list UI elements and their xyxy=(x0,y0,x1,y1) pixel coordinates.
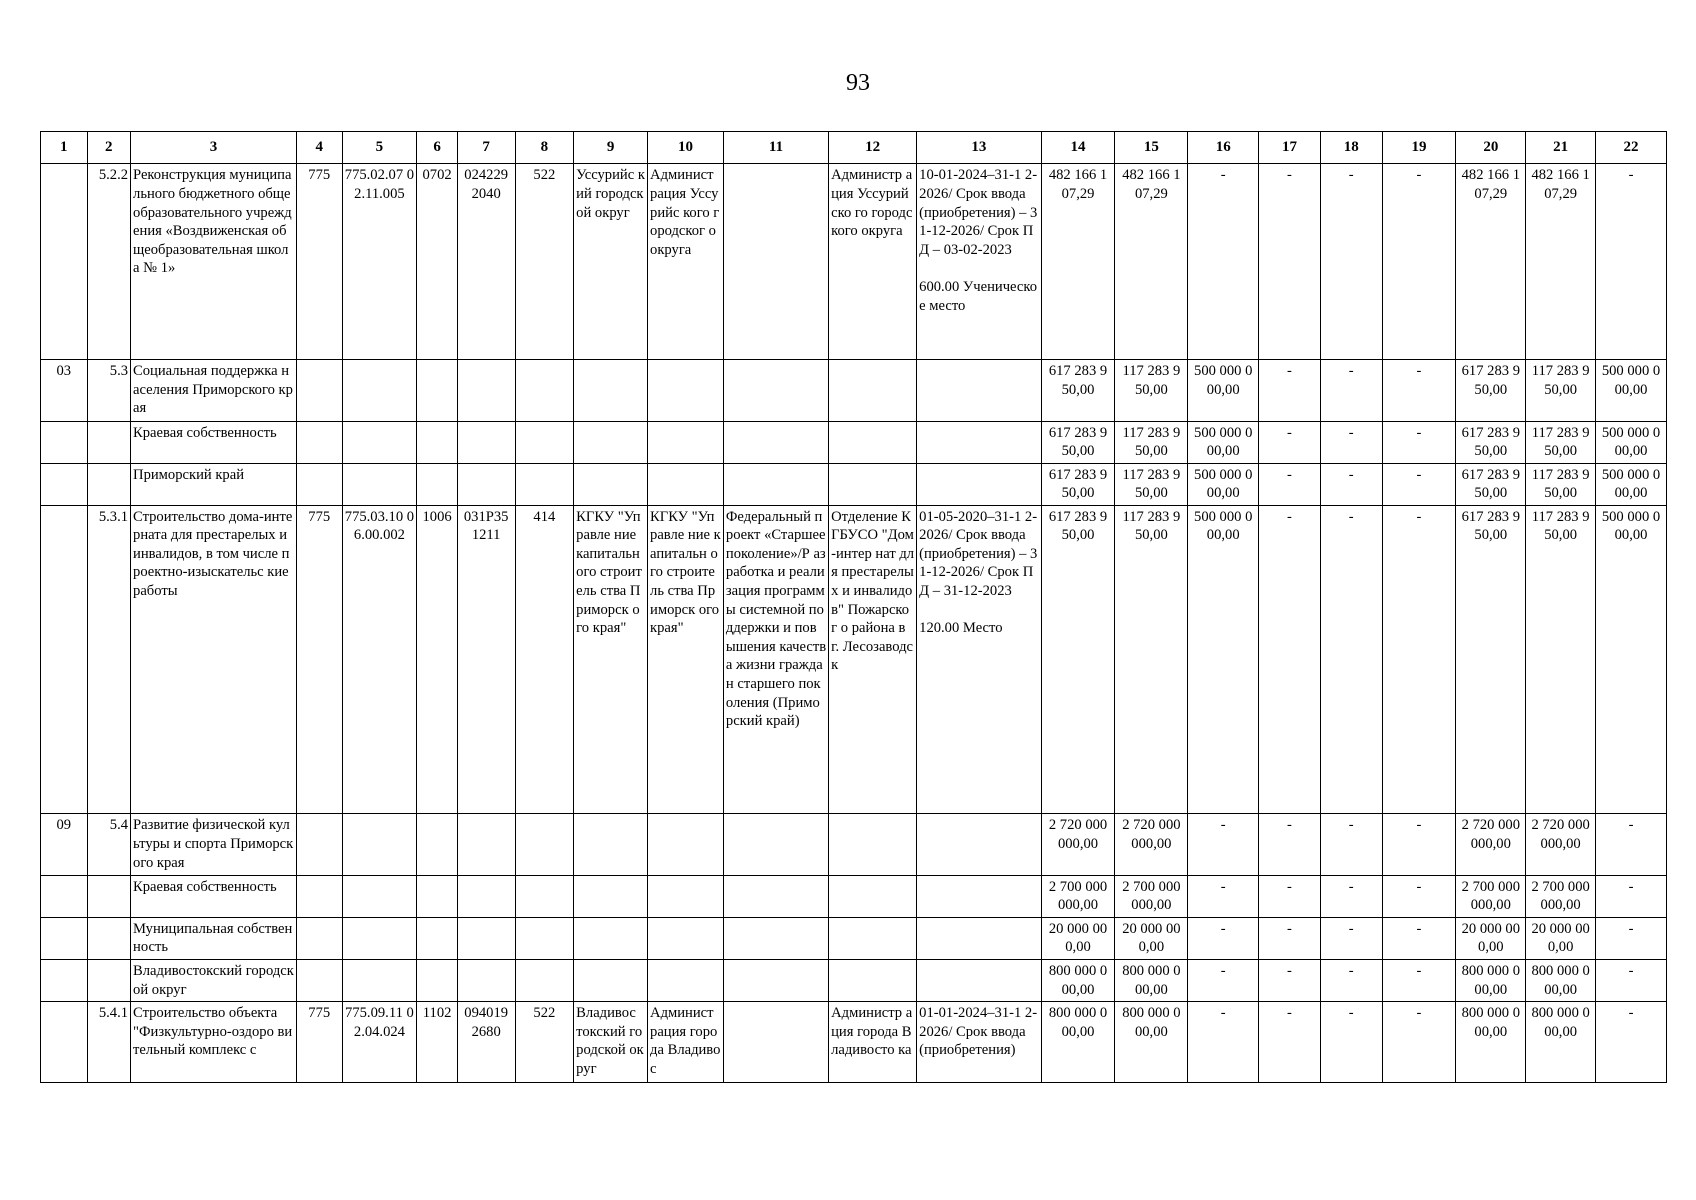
cell-col-16: - xyxy=(1188,1001,1259,1082)
cell-col-6: 1102 xyxy=(417,1001,457,1082)
table-row xyxy=(41,360,1667,422)
cell-col-14: 482 166 1 07,29 xyxy=(1041,164,1115,360)
header-cell-10: 10 xyxy=(648,132,724,164)
header-cell-9: 9 xyxy=(574,132,648,164)
cell-col-14: 617 283 9 50,00 xyxy=(1041,505,1115,814)
cell-col-16: 500 000 0 00,00 xyxy=(1188,505,1259,814)
cell-col-17: - xyxy=(1259,463,1321,505)
header-cell-14: 14 xyxy=(1041,132,1115,164)
cell-col-17: - xyxy=(1259,505,1321,814)
header-cell-12: 12 xyxy=(829,132,917,164)
cell-col-13: 01-01-2024–31-1 2-2026/ Срок ввода (приобретения) xyxy=(917,1001,1041,1082)
cell-col-12 xyxy=(829,875,917,917)
header-cell-11: 11 xyxy=(723,132,828,164)
cell-col-21: 2 720 000 000,00 xyxy=(1526,814,1596,876)
cell-col-7 xyxy=(457,875,515,917)
cell-col-7: 031P35 1211 xyxy=(457,505,515,814)
cell-col-19: - xyxy=(1382,875,1456,917)
cell-col-13 xyxy=(917,814,1041,876)
cell-col-3: Приморский край xyxy=(131,463,297,505)
cell-col-8: 522 xyxy=(515,164,574,360)
table-row xyxy=(41,505,1667,814)
cell-col-15: 800 000 0 00,00 xyxy=(1115,959,1188,1001)
table-row xyxy=(41,959,1667,1001)
cell-col-4: 775 xyxy=(296,1001,342,1082)
cell-col-2 xyxy=(87,917,131,959)
cell-col-3: Муниципальная собственность xyxy=(131,917,297,959)
cell-col-22: - xyxy=(1596,875,1667,917)
cell-col-15: 800 000 0 00,00 xyxy=(1115,1001,1188,1082)
header-cell-6: 6 xyxy=(417,132,457,164)
cell-col-6 xyxy=(417,463,457,505)
cell-col-16: - xyxy=(1188,814,1259,876)
cell-col-20: 617 283 9 50,00 xyxy=(1456,360,1526,422)
cell-col-21: 2 700 000 000,00 xyxy=(1526,875,1596,917)
cell-col-11 xyxy=(723,421,828,463)
cell-col-19: - xyxy=(1382,1001,1456,1082)
cell-col-10 xyxy=(648,875,724,917)
cell-col-10 xyxy=(648,917,724,959)
cell-col-13 xyxy=(917,875,1041,917)
cell-col-21: 117 283 9 50,00 xyxy=(1526,360,1596,422)
cell-col-2: 5.3.1 xyxy=(87,505,131,814)
cell-col-10 xyxy=(648,421,724,463)
cell-col-11 xyxy=(723,917,828,959)
cell-col-16: 500 000 0 00,00 xyxy=(1188,421,1259,463)
table-row xyxy=(41,917,1667,959)
cell-col-1 xyxy=(41,917,88,959)
cell-col-1 xyxy=(41,959,88,1001)
cell-col-19: - xyxy=(1382,164,1456,360)
header-cell-13: 13 xyxy=(917,132,1041,164)
cell-col-11 xyxy=(723,463,828,505)
cell-col-17: - xyxy=(1259,421,1321,463)
cell-col-9 xyxy=(574,421,648,463)
cell-col-2: 5.3 xyxy=(87,360,131,422)
cell-col-17: - xyxy=(1259,164,1321,360)
cell-col-18: - xyxy=(1320,421,1382,463)
cell-col-6 xyxy=(417,959,457,1001)
cell-col-14: 20 000 00 0,00 xyxy=(1041,917,1115,959)
cell-col-15: 2 700 000 000,00 xyxy=(1115,875,1188,917)
cell-col-7 xyxy=(457,959,515,1001)
cell-col-1 xyxy=(41,421,88,463)
cell-col-7 xyxy=(457,917,515,959)
cell-col-10: Админист рация города Владивос xyxy=(648,1001,724,1082)
cell-col-13 xyxy=(917,463,1041,505)
cell-col-22: - xyxy=(1596,814,1667,876)
cell-col-22: 500 000 0 00,00 xyxy=(1596,463,1667,505)
cell-col-14: 800 000 0 00,00 xyxy=(1041,959,1115,1001)
cell-col-19: - xyxy=(1382,505,1456,814)
header-row xyxy=(41,132,1667,164)
cell-col-5 xyxy=(342,875,417,917)
cell-col-11 xyxy=(723,875,828,917)
cell-col-22: 500 000 0 00,00 xyxy=(1596,360,1667,422)
cell-col-19: - xyxy=(1382,360,1456,422)
cell-col-18: - xyxy=(1320,164,1382,360)
cell-col-6 xyxy=(417,360,457,422)
cell-col-12 xyxy=(829,814,917,876)
cell-col-10 xyxy=(648,360,724,422)
cell-col-3: Краевая собственность xyxy=(131,875,297,917)
cell-col-6: 1006 xyxy=(417,505,457,814)
table-row xyxy=(41,875,1667,917)
cell-col-14: 617 283 9 50,00 xyxy=(1041,360,1115,422)
cell-col-9: Владивос токский городской округ xyxy=(574,1001,648,1082)
cell-col-20: 617 283 9 50,00 xyxy=(1456,463,1526,505)
cell-col-3: Строительство объекта "Физкультурно-оздоро вительный комплекс с xyxy=(131,1001,297,1082)
cell-col-13 xyxy=(917,917,1041,959)
cell-col-10 xyxy=(648,959,724,1001)
cell-col-18: - xyxy=(1320,814,1382,876)
cell-col-11 xyxy=(723,814,828,876)
cell-col-21: 800 000 0 00,00 xyxy=(1526,959,1596,1001)
cell-col-19: - xyxy=(1382,814,1456,876)
header-cell-15: 15 xyxy=(1115,132,1188,164)
cell-col-22: - xyxy=(1596,959,1667,1001)
cell-col-15: 117 283 9 50,00 xyxy=(1115,505,1188,814)
cell-col-22: 500 000 0 00,00 xyxy=(1596,421,1667,463)
cell-col-9 xyxy=(574,360,648,422)
cell-col-5: 775.09.11 02.04.024 xyxy=(342,1001,417,1082)
cell-col-11 xyxy=(723,959,828,1001)
header-cell-5: 5 xyxy=(342,132,417,164)
cell-col-6 xyxy=(417,421,457,463)
cell-col-9 xyxy=(574,814,648,876)
cell-col-20: 20 000 00 0,00 xyxy=(1456,917,1526,959)
cell-col-5: 775.02.07 02.11.005 xyxy=(342,164,417,360)
cell-col-2 xyxy=(87,959,131,1001)
cell-col-4 xyxy=(296,917,342,959)
cell-col-4 xyxy=(296,875,342,917)
cell-col-15: 117 283 9 50,00 xyxy=(1115,421,1188,463)
cell-col-9 xyxy=(574,917,648,959)
header-cell-8: 8 xyxy=(515,132,574,164)
cell-col-12 xyxy=(829,959,917,1001)
cell-col-8 xyxy=(515,875,574,917)
cell-col-5 xyxy=(342,959,417,1001)
cell-col-9 xyxy=(574,959,648,1001)
cell-col-1 xyxy=(41,463,88,505)
cell-col-18: - xyxy=(1320,360,1382,422)
cell-col-1 xyxy=(41,164,88,360)
header-cell-20: 20 xyxy=(1456,132,1526,164)
cell-col-18: - xyxy=(1320,463,1382,505)
header-cell-17: 17 xyxy=(1259,132,1321,164)
cell-col-17: - xyxy=(1259,917,1321,959)
cell-col-9: Уссурийс кий городской округ xyxy=(574,164,648,360)
cell-col-4 xyxy=(296,360,342,422)
cell-col-12 xyxy=(829,463,917,505)
cell-col-17: - xyxy=(1259,1001,1321,1082)
cell-col-16: - xyxy=(1188,875,1259,917)
cell-col-14: 617 283 9 50,00 xyxy=(1041,421,1115,463)
cell-col-20: 800 000 0 00,00 xyxy=(1456,1001,1526,1082)
cell-col-5 xyxy=(342,917,417,959)
cell-col-4 xyxy=(296,463,342,505)
cell-col-21: 20 000 00 0,00 xyxy=(1526,917,1596,959)
cell-col-7: 024229 2040 xyxy=(457,164,515,360)
cell-col-16: - xyxy=(1188,959,1259,1001)
cell-col-20: 2 700 000 000,00 xyxy=(1456,875,1526,917)
cell-col-15: 20 000 00 0,00 xyxy=(1115,917,1188,959)
cell-col-5 xyxy=(342,421,417,463)
cell-col-22: - xyxy=(1596,164,1667,360)
cell-col-21: 117 283 9 50,00 xyxy=(1526,421,1596,463)
cell-col-4 xyxy=(296,814,342,876)
budget-table xyxy=(40,131,1667,1083)
cell-col-6 xyxy=(417,917,457,959)
cell-col-14: 2 700 000 000,00 xyxy=(1041,875,1115,917)
cell-col-20: 800 000 0 00,00 xyxy=(1456,959,1526,1001)
header-cell-2: 2 xyxy=(87,132,131,164)
cell-col-15: 117 283 9 50,00 xyxy=(1115,463,1188,505)
cell-col-14: 800 000 0 00,00 xyxy=(1041,1001,1115,1082)
cell-col-3: Социальная поддержка населения Приморского края xyxy=(131,360,297,422)
cell-col-11 xyxy=(723,1001,828,1082)
cell-col-11: Федеральный проект «Старшее поколение»/Р азработка и реализация программы системной поддержки и повышения качества жизни граждан старшего поколения (Приморский край) xyxy=(723,505,828,814)
cell-col-6 xyxy=(417,875,457,917)
cell-col-4 xyxy=(296,959,342,1001)
table-row xyxy=(41,164,1667,360)
cell-col-12 xyxy=(829,421,917,463)
cell-col-8 xyxy=(515,463,574,505)
cell-col-2: 5.4 xyxy=(87,814,131,876)
cell-col-18: - xyxy=(1320,1001,1382,1082)
cell-col-3: Краевая собственность xyxy=(131,421,297,463)
cell-col-2: 5.4.1 xyxy=(87,1001,131,1082)
cell-col-2 xyxy=(87,463,131,505)
cell-col-6: 0702 xyxy=(417,164,457,360)
cell-col-3: Реконструкция муниципального бюджетного общеобразовательного учреждения «Воздвиженская общеобразовательная школа № 1» xyxy=(131,164,297,360)
cell-col-21: 800 000 0 00,00 xyxy=(1526,1001,1596,1082)
cell-col-1 xyxy=(41,1001,88,1082)
cell-col-13 xyxy=(917,360,1041,422)
cell-col-15: 2 720 000 000,00 xyxy=(1115,814,1188,876)
table-body xyxy=(41,132,1667,1083)
cell-col-17: - xyxy=(1259,814,1321,876)
cell-col-5 xyxy=(342,360,417,422)
cell-col-1 xyxy=(41,875,88,917)
cell-col-16: - xyxy=(1188,164,1259,360)
cell-col-19: - xyxy=(1382,959,1456,1001)
header-cell-3: 3 xyxy=(131,132,297,164)
cell-col-18: - xyxy=(1320,959,1382,1001)
cell-col-9 xyxy=(574,875,648,917)
header-cell-22: 22 xyxy=(1596,132,1667,164)
cell-col-7 xyxy=(457,463,515,505)
cell-col-9 xyxy=(574,463,648,505)
cell-col-13: 10-01-2024–31-1 2-2026/ Срок ввода (приобретения) – 31-12-2026/ Срок ПД – 03-02-2023 600.00 Ученическое место xyxy=(917,164,1041,360)
cell-col-10: КГКУ "Управле ние капитальн ого строитель ства Приморск ого края" xyxy=(648,505,724,814)
table-row xyxy=(41,463,1667,505)
cell-col-11 xyxy=(723,360,828,422)
cell-col-12 xyxy=(829,360,917,422)
cell-col-5 xyxy=(342,814,417,876)
cell-col-8 xyxy=(515,421,574,463)
cell-col-15: 482 166 1 07,29 xyxy=(1115,164,1188,360)
cell-col-20: 617 283 9 50,00 xyxy=(1456,421,1526,463)
cell-col-8 xyxy=(515,814,574,876)
cell-col-7 xyxy=(457,421,515,463)
cell-col-9: КГКУ "Управле ние капитальн ого строитель ства Приморск ого края" xyxy=(574,505,648,814)
cell-col-8 xyxy=(515,917,574,959)
cell-col-12: Администр ация Уссурийско го городского округа xyxy=(829,164,917,360)
cell-col-19: - xyxy=(1382,463,1456,505)
cell-col-8 xyxy=(515,959,574,1001)
cell-col-17: - xyxy=(1259,959,1321,1001)
cell-col-2 xyxy=(87,421,131,463)
header-cell-16: 16 xyxy=(1188,132,1259,164)
cell-col-20: 617 283 9 50,00 xyxy=(1456,505,1526,814)
cell-col-16: 500 000 0 00,00 xyxy=(1188,360,1259,422)
cell-col-12 xyxy=(829,917,917,959)
cell-col-7 xyxy=(457,814,515,876)
table-row xyxy=(41,814,1667,876)
cell-col-3: Развитие физической культуры и спорта Приморского края xyxy=(131,814,297,876)
header-cell-21: 21 xyxy=(1526,132,1596,164)
cell-col-17: - xyxy=(1259,875,1321,917)
cell-col-16: 500 000 0 00,00 xyxy=(1188,463,1259,505)
cell-col-22: - xyxy=(1596,1001,1667,1082)
table-row xyxy=(41,1001,1667,1082)
cell-col-1: 09 xyxy=(41,814,88,876)
cell-col-18: - xyxy=(1320,917,1382,959)
cell-col-4: 775 xyxy=(296,164,342,360)
cell-col-10 xyxy=(648,814,724,876)
cell-col-3: Строительство дома-интерната для престарелых и инвалидов, в том числе проектно-изыскательс кие работы xyxy=(131,505,297,814)
cell-col-4: 775 xyxy=(296,505,342,814)
cell-col-21: 482 166 1 07,29 xyxy=(1526,164,1596,360)
cell-col-12: Отделение КГБУСО "Дом-интер нат для престарелы х и инвалидов" Пожарског о района в г. Лесозаводс к xyxy=(829,505,917,814)
cell-col-3: Владивостокский городской округ xyxy=(131,959,297,1001)
cell-col-13 xyxy=(917,959,1041,1001)
cell-col-11 xyxy=(723,164,828,360)
cell-col-4 xyxy=(296,421,342,463)
cell-col-5: 775.03.10 06.00.002 xyxy=(342,505,417,814)
cell-col-10 xyxy=(648,463,724,505)
cell-col-22: 500 000 0 00,00 xyxy=(1596,505,1667,814)
cell-col-7 xyxy=(457,360,515,422)
cell-col-8 xyxy=(515,360,574,422)
cell-col-7: 094019 2680 xyxy=(457,1001,515,1082)
cell-col-8: 522 xyxy=(515,1001,574,1082)
cell-col-2 xyxy=(87,875,131,917)
cell-col-13: 01-05-2020–31-1 2-2026/ Срок ввода (приобретения) – 31-12-2026/ Срок ПД – 31-12-2023 120.00 Место xyxy=(917,505,1041,814)
header-cell-1: 1 xyxy=(41,132,88,164)
cell-col-8: 414 xyxy=(515,505,574,814)
cell-col-21: 117 283 9 50,00 xyxy=(1526,463,1596,505)
cell-col-1 xyxy=(41,505,88,814)
cell-col-14: 617 283 9 50,00 xyxy=(1041,463,1115,505)
cell-col-22: - xyxy=(1596,917,1667,959)
header-cell-18: 18 xyxy=(1320,132,1382,164)
cell-col-18: - xyxy=(1320,505,1382,814)
cell-col-15: 117 283 9 50,00 xyxy=(1115,360,1188,422)
cell-col-20: 482 166 1 07,29 xyxy=(1456,164,1526,360)
cell-col-2: 5.2.2 xyxy=(87,164,131,360)
cell-col-12: Администр ация города Владивосто ка xyxy=(829,1001,917,1082)
cell-col-20: 2 720 000 000,00 xyxy=(1456,814,1526,876)
cell-col-13 xyxy=(917,421,1041,463)
page-number: 93 xyxy=(846,70,870,96)
header-cell-7: 7 xyxy=(457,132,515,164)
cell-col-16: - xyxy=(1188,917,1259,959)
header-cell-19: 19 xyxy=(1382,132,1456,164)
cell-col-19: - xyxy=(1382,917,1456,959)
cell-col-21: 117 283 9 50,00 xyxy=(1526,505,1596,814)
header-cell-4: 4 xyxy=(296,132,342,164)
cell-col-1: 03 xyxy=(41,360,88,422)
cell-col-5 xyxy=(342,463,417,505)
cell-col-14: 2 720 000 000,00 xyxy=(1041,814,1115,876)
cell-col-19: - xyxy=(1382,421,1456,463)
cell-col-17: - xyxy=(1259,360,1321,422)
table-row xyxy=(41,421,1667,463)
cell-col-18: - xyxy=(1320,875,1382,917)
cell-col-10: Админист рация Уссурийс кого городског о округа xyxy=(648,164,724,360)
cell-col-6 xyxy=(417,814,457,876)
